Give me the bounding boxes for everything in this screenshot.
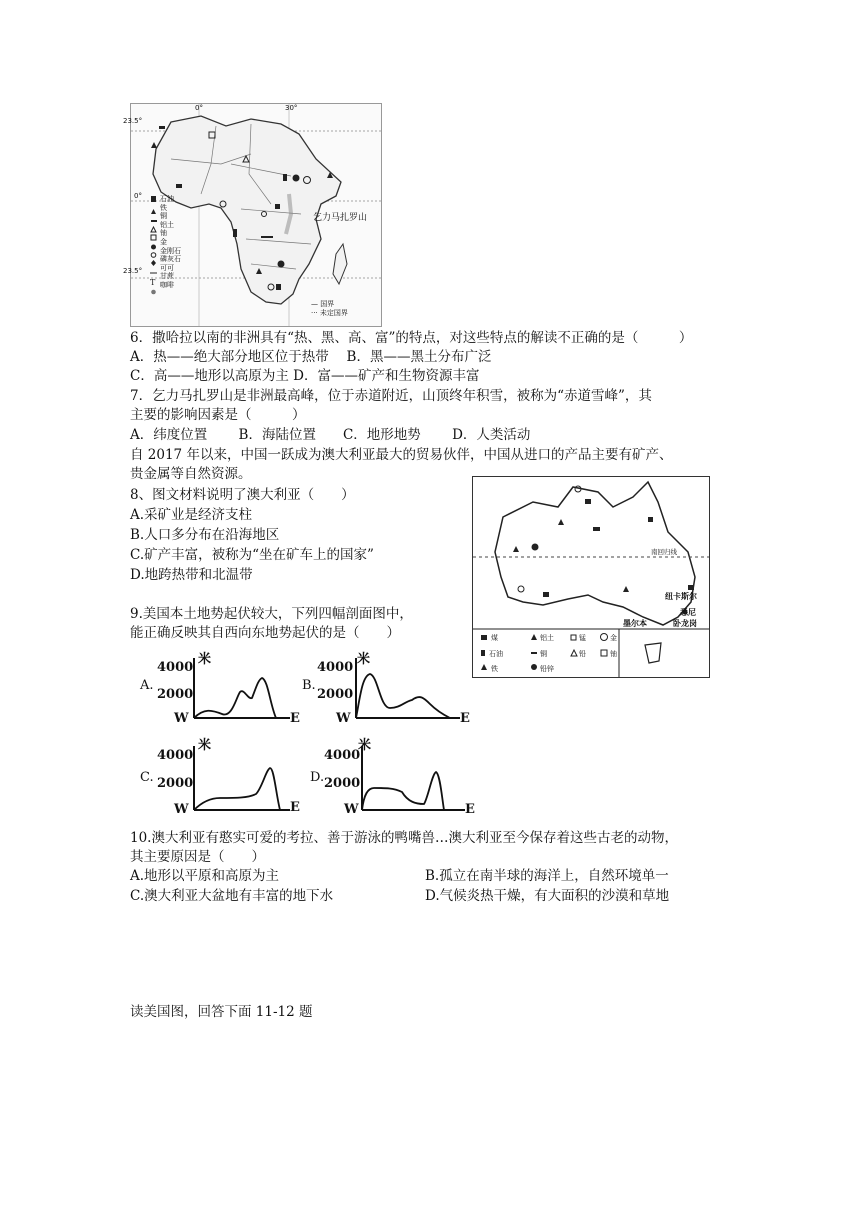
aus-legend-lead: 铅 xyxy=(579,650,586,658)
profile-b-curve xyxy=(300,648,475,728)
city-newcastle: 纽卡斯尔 xyxy=(665,592,697,601)
profile-a-tick-2000: 2000 xyxy=(157,687,194,702)
profile-d-label: D. xyxy=(310,770,325,785)
intro-line1: 自 2017 年以来，中国一跃成为澳大利亚最大的贸易伙伴，中国从进口的产品主要有矿产、 xyxy=(130,447,673,463)
lat-label-equator: 0° xyxy=(134,192,142,200)
city-melbourne: 墨尔本 xyxy=(623,619,647,628)
aus-legend-gold: 金 xyxy=(610,634,617,642)
aus-legend-uranium: 铀 xyxy=(610,650,617,658)
profile-d[interactable] xyxy=(310,734,480,820)
legend-label: 甘蔗 xyxy=(160,272,174,281)
q10-stem-line2: 其主要原因是（ ） xyxy=(130,849,265,865)
aus-legend-coal: 煤 xyxy=(491,634,498,642)
profile-a-tick-4000: 4000 xyxy=(157,660,194,675)
africa-legend xyxy=(150,196,157,294)
legend-label: 磷灰石 xyxy=(160,255,181,264)
legend-label: 铜 xyxy=(160,212,167,221)
q8-stem: 8、图文材料说明了澳大利亚（ ） xyxy=(130,487,355,503)
lon-label-30: 30° xyxy=(285,104,298,112)
profile-b-unit: 米 xyxy=(357,652,371,667)
profile-a-unit: 米 xyxy=(198,652,212,667)
australia-resource-map xyxy=(472,476,710,678)
profile-c-east: E xyxy=(290,800,300,815)
kilimanjaro-label: 乞力马扎罗山 xyxy=(313,213,368,223)
profile-d-tick-4000: 4000 xyxy=(324,748,361,763)
legend-label: 可可 xyxy=(160,263,174,272)
q10-option-d: D.气候炎热干燥，有大面积的沙漠和草地 xyxy=(425,888,670,904)
profile-a-west: W xyxy=(174,711,189,726)
q7-stem-line1: 7．乞力马扎罗山是非洲最高峰，位于赤道附近，山顶终年积雪，被称为“赤道雪峰”，其 xyxy=(130,388,652,404)
legend-label: 金刚石 xyxy=(160,246,181,255)
aus-legend-manganese: 锰 xyxy=(579,634,586,642)
legend-label: 石油 xyxy=(160,195,174,203)
profile-c-label: C. xyxy=(140,770,154,785)
aus-legend-oil: 石油 xyxy=(489,650,503,658)
africa-resource-map xyxy=(123,103,382,327)
lon-label-0: 0° xyxy=(195,104,203,112)
svg-text:T: T xyxy=(150,278,156,287)
profile-b-tick-4000: 4000 xyxy=(317,660,354,675)
profile-c-tick-4000: 4000 xyxy=(157,748,194,763)
q9-stem-line1: 9.美国本土地势起伏较大，下列四幅剖面图中， xyxy=(130,606,413,622)
legend-label: 铝土 xyxy=(160,220,174,229)
profile-a-label: A. xyxy=(140,678,154,693)
aus-legend-copper: 铜 xyxy=(540,650,547,658)
city-wollongong: 卧龙岗 xyxy=(673,619,697,628)
aus-legend-bauxite: 铝土 xyxy=(540,634,554,642)
q11-12-intro: 读美国图，回答下面 11-12 题 xyxy=(130,1004,313,1020)
lat-label-south: 23.5° xyxy=(123,267,143,275)
profile-a[interactable] xyxy=(140,648,310,728)
legend-label: 铀 xyxy=(160,229,167,238)
profile-c-west: W xyxy=(174,802,189,817)
q6-stem: 6．撒哈拉以南的非洲具有“热、黑、高、富”的特点，对这些特点的解读不正确的是（ ） xyxy=(130,330,693,346)
profile-a-east: E xyxy=(290,711,300,726)
q9-stem-line2: 能正确反映其自西向东地势起伏的是（ ） xyxy=(130,625,400,641)
border-legend: — 国界 ··· 未定国界 xyxy=(311,300,348,317)
australia-map-graphic xyxy=(473,477,709,677)
profile-d-unit: 米 xyxy=(358,738,372,753)
profile-d-tick-2000: 2000 xyxy=(324,776,361,791)
q8-option-a: A.采矿业是经济支柱 xyxy=(130,507,253,523)
q10-option-c: C.澳大利亚大盆地有丰富的地下水 xyxy=(130,888,334,904)
profile-c-curve xyxy=(140,734,310,820)
q8-option-d: D.地跨热带和北温带 xyxy=(130,567,253,583)
lat-label-north: 23.5° xyxy=(123,117,143,125)
legend-label: 咖啡 xyxy=(160,280,174,289)
q10-option-b: B.孤立在南半球的海洋上，自然环境单一 xyxy=(425,868,669,884)
profile-a-curve xyxy=(140,648,310,728)
aus-legend-leadzinc: 铅锌 xyxy=(540,665,554,673)
q6-options-cd: C．高——地形以高原为主 D．富——矿产和生物资源丰富 xyxy=(130,368,480,384)
city-sydney: 悉尼 xyxy=(680,608,696,617)
profile-c[interactable] xyxy=(140,734,310,820)
profile-b-west: W xyxy=(336,711,351,726)
intro-line2: 贵金属等自然资源。 xyxy=(130,466,252,482)
border-legend-national: 国界 xyxy=(320,300,335,308)
tropic-label: 南回归线 xyxy=(651,548,677,556)
q7-stem-line2: 主要的影响因素是（ ） xyxy=(130,407,306,423)
profile-c-unit: 米 xyxy=(198,738,212,753)
profile-b-east: E xyxy=(460,711,470,726)
q7-options: A．纬度位置 B．海陆位置 C．地形地势 D．人类活动 xyxy=(130,427,531,443)
q8-option-b: B.人口多分布在沿海地区 xyxy=(130,527,280,543)
profile-d-east: E xyxy=(465,802,475,817)
q8-option-c: C.矿产丰富，被称为“坐在矿车上的国家” xyxy=(130,547,374,563)
legend-label: 铁 xyxy=(160,203,167,212)
border-legend-undetermined: 未定国界 xyxy=(319,309,348,317)
q10-stem-line1: 10.澳大利亚有憨实可爱的考拉、善于游泳的鸭嘴兽…澳大利亚至今保存着这些古老的动物， xyxy=(130,830,678,846)
africa-legend-labels xyxy=(160,195,181,290)
profile-d-curve xyxy=(310,734,480,820)
q6-options-ab: A．热——绝大部分地区位于热带 B．黑——黑土分布广泛 xyxy=(130,349,492,365)
q10-option-a: A.地形以平原和高原为主 xyxy=(130,868,280,884)
legend-label: 金 xyxy=(160,237,167,246)
profile-b[interactable] xyxy=(300,648,475,728)
profile-b-tick-2000: 2000 xyxy=(317,687,354,702)
aus-legend-iron: 铁 xyxy=(491,665,498,673)
profile-c-tick-2000: 2000 xyxy=(157,776,194,791)
profile-b-label: B. xyxy=(302,678,316,693)
profile-d-west: W xyxy=(344,802,359,817)
